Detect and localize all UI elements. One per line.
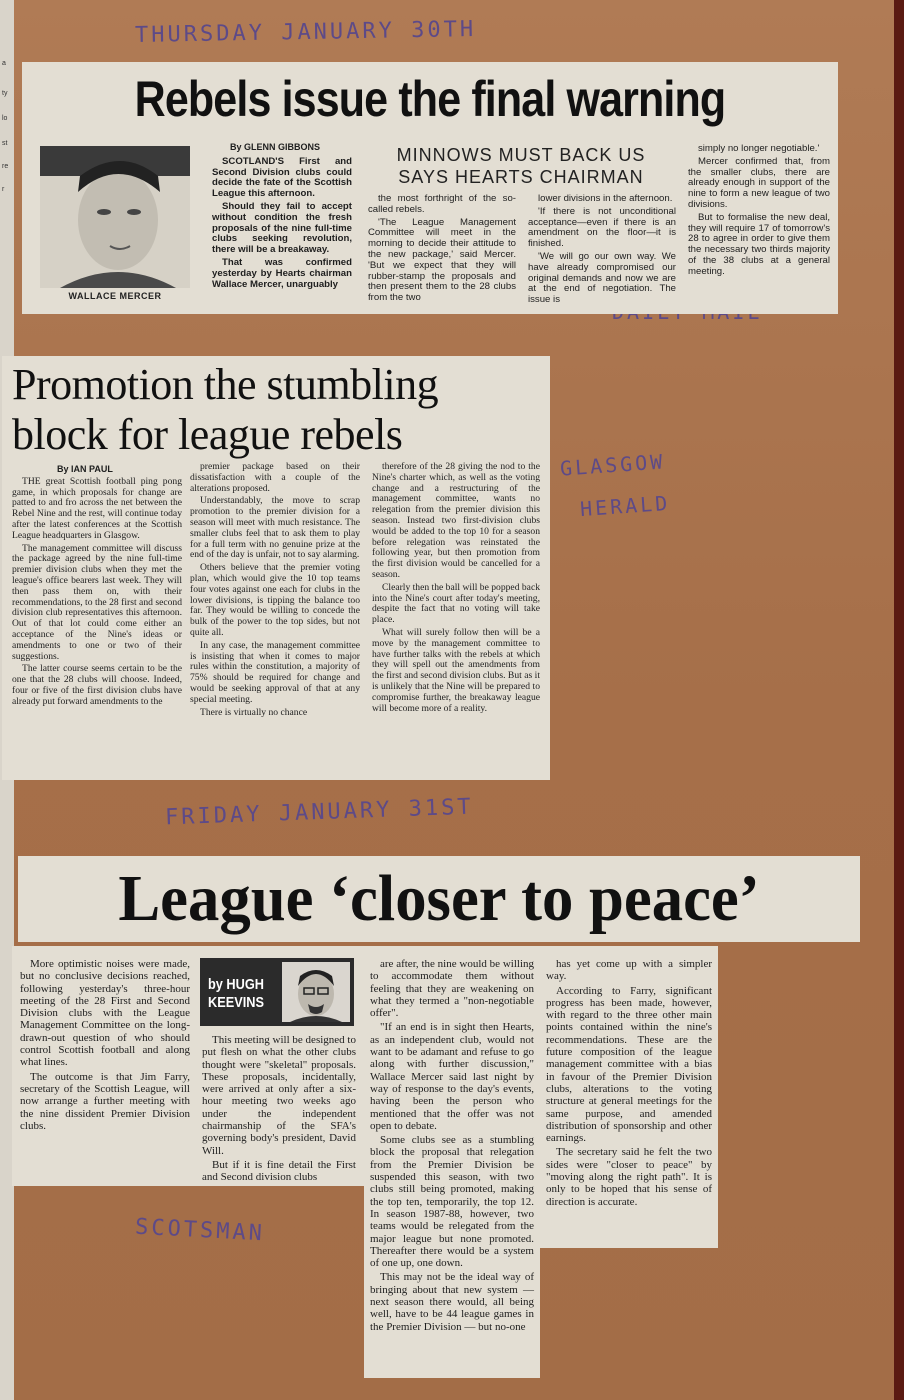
paragraph: are after, the nine would be willing to accommodate them without feeling that they are weakening on what they termed a "non-negotiable offer". <box>370 958 534 1020</box>
paragraph: Some clubs see as a stumbling block the proposal that relegation from the Premier Division be suspended this season, with two clubs still being promoted, making the top ten, temporarily, the top 12. In season 1987-88, however, two teams would be relegated from the major league but none promoted. Thereafter there would be a system of one up, one down. <box>370 1134 534 1270</box>
headline <box>12 360 438 460</box>
byline-box <box>200 958 354 1026</box>
paragraph: According to Farry, significant progress has been made, however, with regard to the three other main points contained within the nine's recommendations. These are the future composition of the league management committee with a bias in favour of the Premier Division clubs, alterations to the voting structure at general meetings for the same purpose, and amended distribution of sponsorship and other earnings. <box>546 984 712 1145</box>
paragraph: Others believe that the premier voting plan, which would give the 10 top teams four votes against one each for clubs in the lower divisions, is tipping the balance too far. They would be willing to concede the bulk of the power to the top sides, but not quite all. <box>190 562 360 638</box>
article-column <box>372 462 540 716</box>
headline-line: block for league rebels <box>12 410 403 459</box>
source-scotsman: SCOTSMAN <box>134 1214 266 1247</box>
paragraph: More optimistic noises were made, but no conclusive decisions reached, following yesterday's three-hour meeting of the 28 First and Second Division clubs with the League Management Committee on the long-drawn-out question of who should control Scottish football and along what lines. <box>20 958 190 1069</box>
article-column <box>20 958 190 1134</box>
paragraph: 'The League Management Committee will meet in the morning to decide their attitude to the new package,' said Mercer. 'But we expect that they will rubber-stamp the proposals and then present them to the 28 clubs from the two <box>368 216 516 304</box>
paragraph: The secretary said he felt the two sides were "closer to peace" by "moving along the right path". It is only to be hoped that his sense of direction is accurate. <box>546 1146 712 1208</box>
photo-caption: WALLACE MERCER <box>68 291 162 301</box>
paragraph: What will surely follow then will be a move by the management committee to have further talks with the rebels at which they will spell out the amendments from the first and second division clubs. But as it is unlikely that the Nine will be prepared to compromise further, the breakaway league will become more of a reality. <box>372 626 540 714</box>
paragraph: THE great Scottish football ping pong game, in which proposals for change are patted to and fro across the net between the Rebel Nine and the rest, will continue today after the latest conferences at the Scottish League headquarters in Glasgow. <box>12 475 182 541</box>
paragraph: 'We will go our own way. We have already compromised our original demands and now we are at the end of negotiation. The issue is <box>528 250 676 306</box>
byline-line: KEEVINS <box>208 994 264 1011</box>
paragraph: SCOTLAND'S First and Second Division clubs could decide the fate of the Scottish League this afternoon. <box>212 155 352 200</box>
margin-fragment: re <box>2 163 9 170</box>
paragraph: This meeting will be designed to put flesh on what the other clubs thought were "skeletal" proposals. These proposals, incidentally, were arrived at only after a six-hour meeting two weeks ago under the independent chairmanship of the SFA's governing body's president, David Will. <box>202 1034 356 1157</box>
article-column <box>368 194 516 306</box>
clipping-scotsman-headline <box>18 856 860 942</box>
article-column <box>202 1034 356 1186</box>
clipping-scotsman-body-left <box>12 946 364 1186</box>
paragraph: The management committee will discuss the package agreed by the nine full-time premier division clubs when they met the league's office bearers last week. They will then pass them on, with their recommendations, to the 28 first and second division club representatives this afternoon. Out of that lot could come either an acceptance of the Nine's ideas or amendments to one or two of their suggestions. <box>12 542 182 662</box>
margin-fragment: a <box>2 60 6 67</box>
subheading <box>362 144 680 188</box>
paragraph: has yet come up with a simpler way. <box>546 958 712 983</box>
byline: By IAN PAUL <box>57 464 113 474</box>
paragraph: 'If there is not unconditional acceptance—even if there is an amendment on the floor—it is finished. <box>528 205 676 250</box>
paragraph: That was confirmed yesterday by Hearts chairman Wallace Mercer, unarguably <box>212 256 352 290</box>
paragraph: simply no longer negotiable.' <box>698 143 820 154</box>
headline: League ‘closer to peace’ <box>118 862 760 935</box>
headline-line: Promotion the stumbling <box>12 360 439 409</box>
paragraph: Clearly then the ball will be popped back into the Nine's court after today's meeting, despite the fact that no voting will take place. <box>372 581 540 626</box>
byline-line: by HUGH <box>208 976 264 993</box>
date-friday: FRIDAY JANUARY 31ST <box>164 794 475 831</box>
paragraph: Should they fail to accept without condition the fresh proposals of the nine full-time clubs seeking revolution, there will be a breakaway. <box>212 200 352 256</box>
byline: By GLENN GIBBONS <box>230 142 321 152</box>
article-column <box>546 958 712 1210</box>
clipping-daily-mail <box>22 62 838 314</box>
article-column <box>12 464 182 710</box>
paragraph: the most forthright of the so-called rebels. <box>368 193 516 215</box>
article-column <box>688 144 830 280</box>
article-column <box>528 194 676 308</box>
paragraph: The latter course seems certain to be the one that the 28 clubs will choose. Indeed, four or five of the first division clubs have already put forward amendments to the <box>12 663 182 707</box>
subhead-line: MINNOWS MUST BACK US <box>396 145 646 165</box>
paragraph: therefore of the 28 giving the nod to the Nine's charter which, as well as the voting change and a restructuring of the management committee, wants no relegation from the premier division this season. Instead two first-division clubs would be added to the top 10 for a season before relegation was reinstated the following year, but then promotion from the first division would be cancelled for a season. <box>372 461 540 580</box>
paragraph: Understandably, the move to scrap promotion to the premier division for a season will meet with much resistance. The smaller clubs feel that to ask them to play for a full term with no genuine prize at the end of the day is unfair, not to say alarming. <box>190 495 360 561</box>
right-edge-strip <box>894 0 904 1400</box>
source-glasgow: GLASGOW <box>559 449 667 481</box>
paragraph: The outcome is that Jim Farry, secretary of the Scottish League, will now arrange a further meeting with the nine dissident Premier Division clubs. <box>20 1070 190 1132</box>
clipping-glasgow-herald <box>2 356 550 780</box>
margin-fragment: ty <box>2 90 8 97</box>
margin-fragment: r <box>2 186 5 193</box>
paragraph: There is virtually no chance <box>200 706 308 718</box>
paragraph: This may not be the ideal way of bringing about that new system — next season there would, all being well, have to be 44 league games in the Premier Division — but no-one <box>370 1271 534 1333</box>
paragraph: lower divisions in the afternoon. <box>538 193 673 204</box>
margin-fragment: lo <box>2 115 8 122</box>
subhead-line: SAYS HEARTS CHAIRMAN <box>398 167 644 187</box>
article-column <box>212 142 352 292</box>
date-thursday: THURSDAY JANUARY 30TH <box>134 17 477 48</box>
article-column <box>370 958 534 1335</box>
article-column <box>190 462 360 720</box>
paragraph: But if it is fine detail the First and Second division clubs <box>202 1158 356 1184</box>
paragraph: In any case, the management committee is insisting that when it comes to major rules within the constitution, a majority of 75% should be required for change and would be seeking approval of that at any special meeting. <box>190 639 360 705</box>
paragraph: premier package based on their dissatisfaction with a couple of the alterations proposed. <box>190 461 360 494</box>
paragraph: Mercer confirmed that, from the smaller clubs, there are already enough in support of the nine to form a new league of two divisions. <box>688 155 830 210</box>
paragraph: "If an end is in sight then Hearts, as an independent club, would not want to be adamant and refuse to go along with further discussion," Wallace Mercer said last night by way of response to the day's events, having been the person who mentioned that the offer was not open to debate. <box>370 1021 534 1132</box>
byline <box>208 976 264 1012</box>
headline: Rebels issue the final warning <box>134 71 726 127</box>
clipping-scotsman-body-right <box>540 946 718 1248</box>
photo-hugh-keevins <box>282 962 350 1022</box>
margin-fragment: st <box>2 140 8 147</box>
clipping-scotsman-body-middle <box>364 946 540 1378</box>
source-herald: HERALD <box>579 490 671 522</box>
photo-wallace-mercer <box>40 146 190 288</box>
paragraph: But to formalise the new deal, they will require 17 of tomorrow's 28 to agree in order to give them the necessary two thirds majority of the 38 clubs at a general meeting. <box>688 211 830 277</box>
